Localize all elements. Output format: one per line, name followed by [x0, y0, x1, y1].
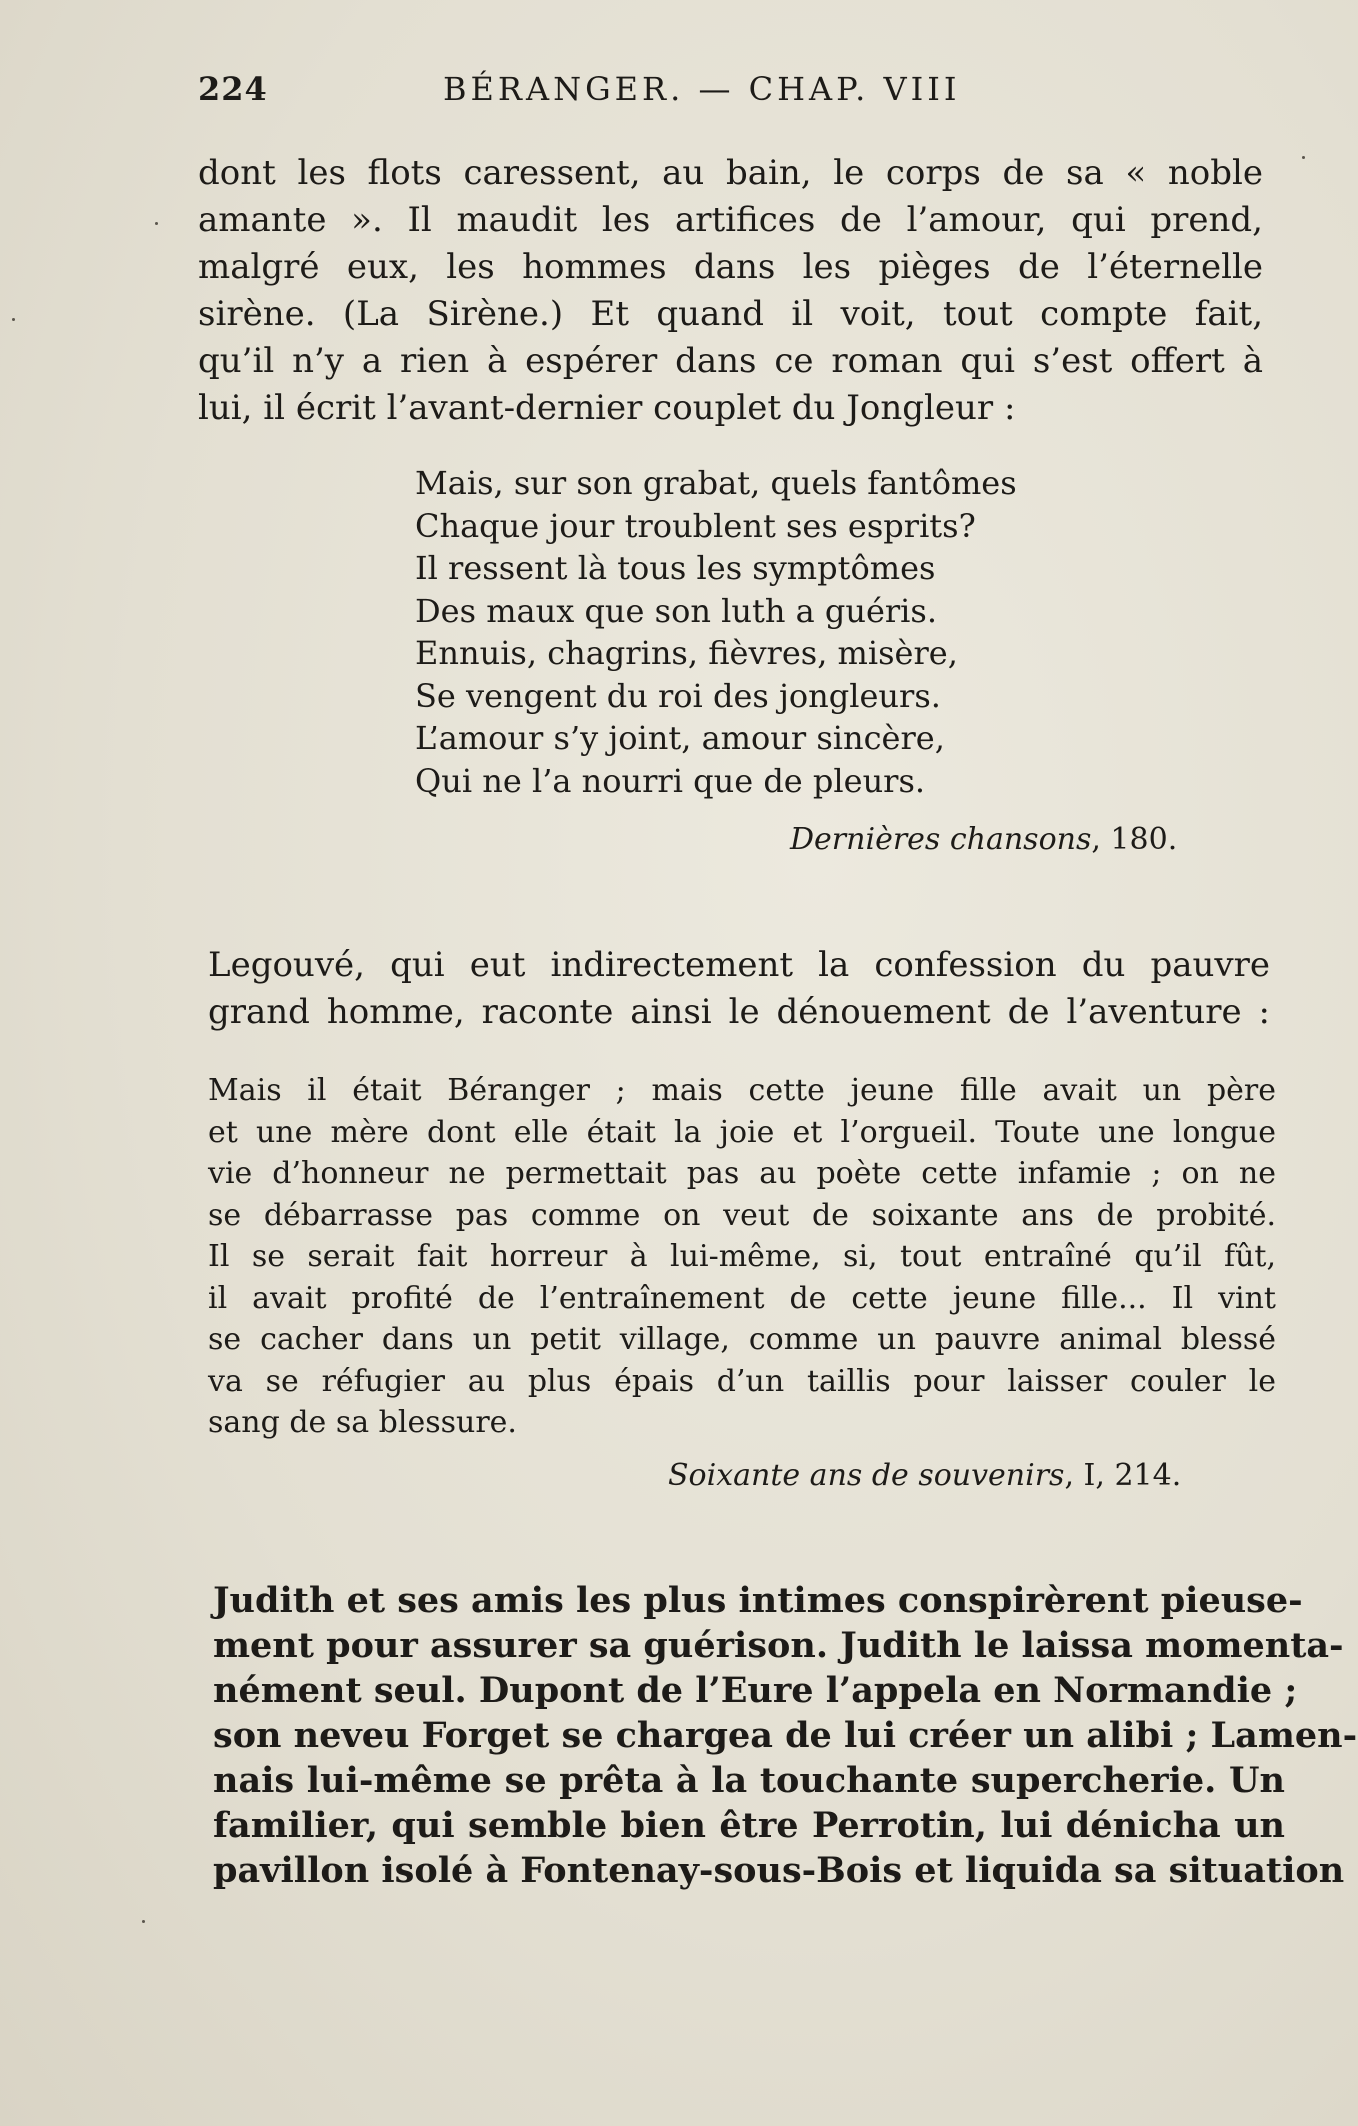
paragraph-1: [198, 150, 1263, 432]
verse-line: L’amour s’y joint, amour sincère,: [415, 719, 945, 757]
text-line: nément seul. Dupont de l’Eure l’appela en Normandie ;: [213, 1670, 1298, 1711]
verse-line: Se vengent du roi des jongleurs.: [415, 676, 941, 715]
verse-line: Qui ne l’a nourri que de pleurs.: [415, 761, 926, 800]
text-line: dont les flots caressent, au bain, le corps de sa « noble: [198, 153, 1263, 193]
page-number: 224: [198, 70, 268, 108]
text-line: malgré eux, les hommes dans les pièges de l’éternelle: [198, 247, 1263, 287]
verse-line: Des maux que son luth a guéris.: [415, 591, 937, 630]
text-line: amante ». Il maudit les artifices de l’amour, qui prend,: [198, 200, 1263, 240]
citation-title: Soixante ans de souvenirs: [668, 1458, 1065, 1493]
verse-stanza: [415, 462, 1055, 802]
quote-line: il avait profité de l’entraînement de cette jeune fille... Il vint: [208, 1280, 1276, 1316]
paragraph-3: [213, 1578, 1358, 1893]
quote-line: sang de sa blessure.: [208, 1405, 517, 1440]
paper-speck: [142, 1920, 145, 1923]
verse-line: Chaque jour troublent ses esprits?: [415, 506, 976, 545]
verse-citation: [790, 822, 1177, 857]
verse-line: Mais, sur son grabat, quels fantômes: [415, 464, 1017, 502]
text-line: pavillon isolé à Fontenay-sous-Bois et liquida sa situation: [213, 1850, 1345, 1891]
quote-line: vie d’honneur ne permettait pas au poète cette infamie ; on ne: [208, 1156, 1276, 1191]
paper-speck: [155, 222, 158, 225]
text-line: grand homme, raconte ainsi le dénouement de l’aventure :: [208, 992, 1270, 1032]
running-head: BÉRANGER. — CHAP. VIII: [443, 70, 961, 108]
text-line: son neveu Forget se chargea de lui créer un alibi ; Lamen-: [213, 1715, 1358, 1756]
verse-line: Ennuis, chagrins, fièvres, misère,: [415, 634, 958, 672]
text-line: ment pour assurer sa guérison. Judith le laissa momenta-: [213, 1625, 1344, 1666]
text-line: lui, il écrit l’avant-dernier couplet du Jongleur :: [198, 388, 1016, 428]
citation-ref: , I, 214.: [1064, 1458, 1182, 1493]
citation-ref: , 180.: [1091, 822, 1178, 857]
text-line: Legouvé, qui eut indirectement la confession du pauvre: [208, 945, 1270, 985]
quote-line: se cacher dans un petit village, comme un pauvre animal blessé: [208, 1322, 1276, 1357]
text-line: nais lui-même se prêta à la touchante supercherie. Un: [213, 1760, 1285, 1801]
text-line: sirène. (La Sirène.) Et quand il voit, tout compte fait,: [198, 294, 1263, 334]
citation-title: Dernières chansons: [790, 822, 1092, 857]
quote-line: Mais il était Béranger ; mais cette jeune fille avait un père: [208, 1073, 1276, 1108]
quote-line: et une mère dont elle était la joie et l’orgueil. Toute une longue: [208, 1114, 1276, 1150]
paper-speck: [12, 318, 15, 321]
page-header: [198, 62, 1023, 112]
block-quote: [208, 1070, 1276, 1444]
quote-line: Il se serait fait horreur à lui-même, si, tout entraîné qu’il fût,: [208, 1239, 1276, 1274]
text-line: qu’il n’y a rien à espérer dans ce roman qui s’est offert à: [198, 341, 1263, 381]
text-line: familier, qui semble bien être Perrotin, lui dénicha un: [213, 1805, 1285, 1846]
quote-line: se débarrasse pas comme on veut de soixante ans de probité.: [208, 1197, 1276, 1233]
quote-citation: [668, 1458, 1181, 1493]
text-line: Judith et ses amis les plus intimes conspirèrent pieuse-: [213, 1580, 1303, 1621]
verse-line: Il ressent là tous les symptômes: [415, 549, 936, 587]
paragraph-2: [208, 942, 1270, 1036]
quote-line: va se réfugier au plus épais d’un taillis pour laisser couler le: [208, 1363, 1276, 1399]
paper-speck: [1302, 156, 1305, 159]
